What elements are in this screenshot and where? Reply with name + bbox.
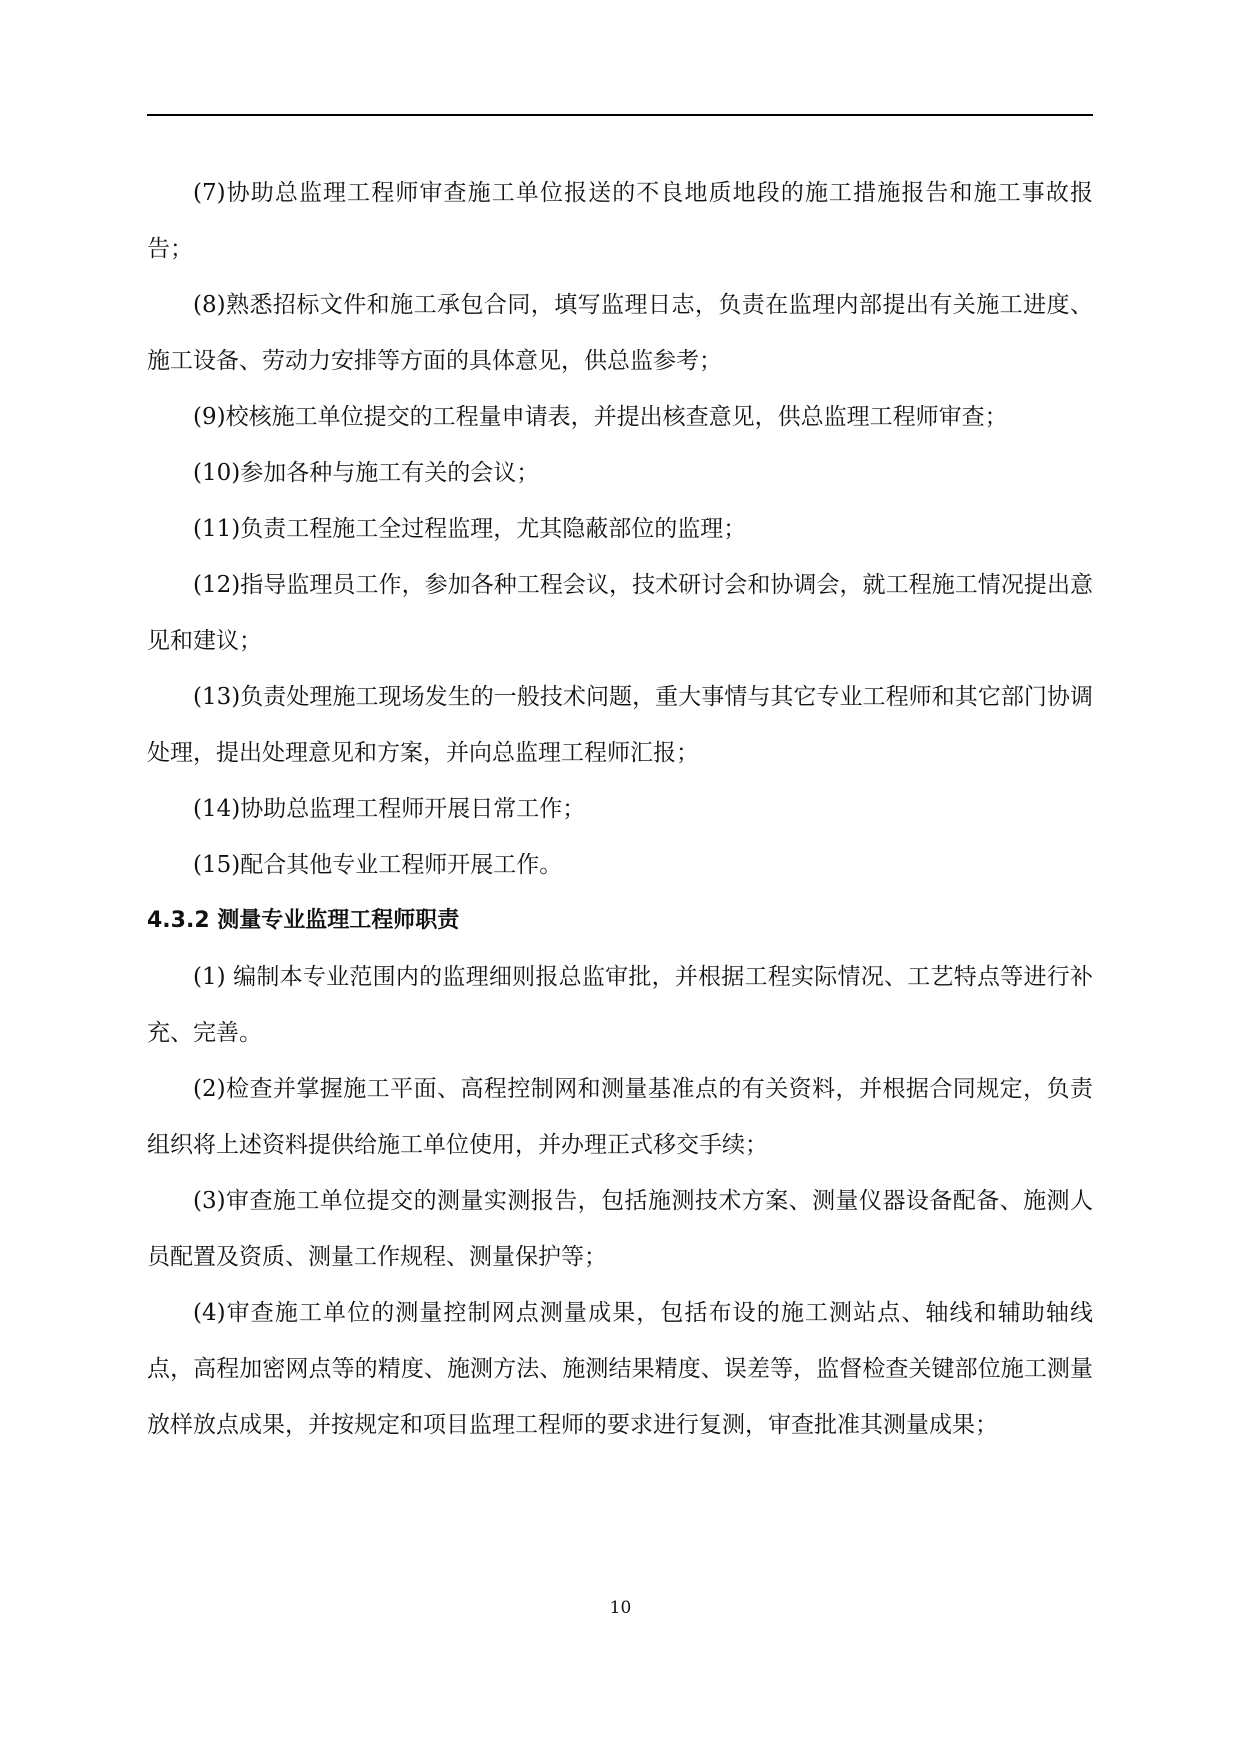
paragraph-item-11: (11)负责工程施工全过程监理，尤其隐蔽部位的监理； (193, 516, 747, 542)
document-body (147, 165, 1093, 1453)
paragraph-item-13: (13)负责处理施工现场发生的一般技术问题，重大事情与其它专业工程师和其它部门协调处理，提出处理意见和方案，并向总监理工程师汇报； (147, 684, 1093, 766)
paragraph-item-7: (7)协助总监理工程师审查施工单位报送的不良地质地段的施工措施报告和施工事故报告； (147, 180, 1093, 262)
section-heading: 4.3.2 测量专业监理工程师职责 (147, 908, 460, 933)
paragraph-item-8: (8)熟悉招标文件和施工承包合同，填写监理日志，负责在监理内部提出有关施工进度、施工设备、劳动力安排等方面的具体意见，供总监参考； (147, 292, 1093, 374)
paragraph-item-9: (9)校核施工单位提交的工程量申请表，并提出核查意见，供总监理工程师审查； (193, 404, 1008, 430)
survey-item-2: (2)检查并掌握施工平面、高程控制网和测量基准点的有关资料，并根据合同规定，负责组织将上述资料提供给施工单位使用，并办理正式移交手续； (147, 1076, 1093, 1158)
survey-item-1: (1) 编制本专业范围内的监理细则报总监审批，并根据工程实际情况、工艺特点等进行补充、完善。 (147, 964, 1093, 1046)
paragraph-item-10: (10)参加各种与施工有关的会议； (193, 460, 540, 486)
survey-item-3: (3)审查施工单位提交的测量实测报告，包括施测技术方案、测量仪器设备配备、施测人员配置及资质、测量工作规程、测量保护等； (147, 1188, 1093, 1270)
page-number: 10 (609, 1598, 632, 1618)
paragraph-item-12: (12)指导监理员工作，参加各种工程会议，技术研讨会和协调会，就工程施工情况提出意见和建议； (147, 572, 1093, 654)
survey-item-4: (4)审查施工单位的测量控制网点测量成果，包括布设的施工测站点、轴线和辅助轴线点，高程加密网点等的精度、施测方法、施测结果精度、误差等，监督检查关键部位施工测量放样放点成果，并按规定和项目监理工程师的要求进行复测，审查批准其测量成果； (147, 1300, 1093, 1438)
paragraph-item-15: (15)配合其他专业工程师开展工作。 (193, 852, 563, 878)
header-rule (147, 114, 1093, 116)
paragraph-item-14: (14)协助总监理工程师开展日常工作； (193, 796, 586, 822)
